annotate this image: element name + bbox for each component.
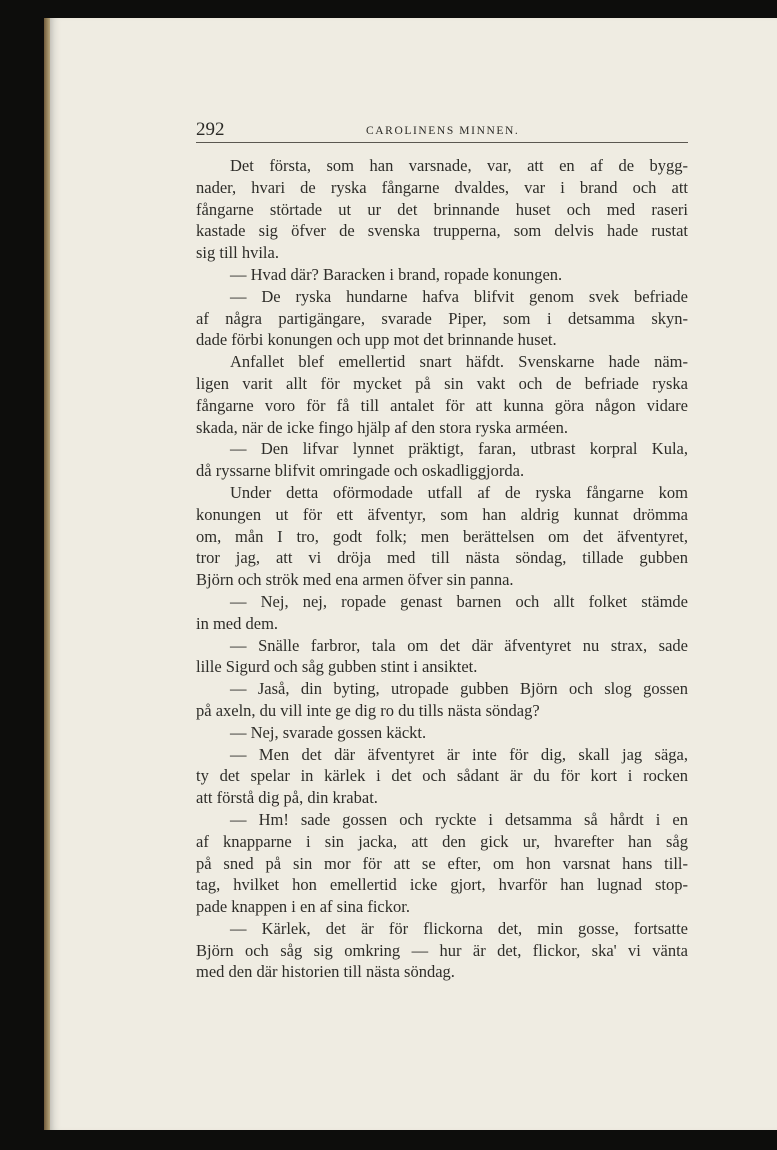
text-line: Under detta oförmodade utfall af de ryska fångarne kom [230, 482, 688, 502]
text-line: lille Sigurd och såg gubben stint i ansiktet. [196, 657, 478, 677]
text-line: af knapparne i sin jacka, att den gick ur, hvarefter han såg [196, 831, 688, 851]
text-line: pade knappen i en af sina fickor. [196, 897, 410, 917]
text-line: — Nej, nej, ropade genast barnen och allt folket stämde [230, 591, 688, 611]
text-line: på axeln, du vill inte ge dig ro du tills nästa söndag? [196, 700, 540, 720]
text-line: Det första, som han varsnade, var, att en af de bygg- [230, 156, 688, 175]
text-line: kastade sig öfver de svenska trupperna, som delvis hade rustat [196, 221, 688, 241]
text-line: då ryssarne blifvit omringade och oskadliggjorda. [196, 461, 525, 481]
text-line: tror jag, att vi dröja med till nästa söndag, tillade gubben [196, 548, 688, 568]
text-line: fångarne störtade ut ur det brinnande huset och med raseri [196, 199, 688, 219]
text-line: — Snälle farbror, tala om det där äfventyret nu strax, sade [230, 635, 688, 655]
page-number: 292 [196, 119, 225, 140]
text-line: nader, hvari de ryska fångarne dvaldes, var i brand och att [196, 177, 688, 197]
page-binding-edge [44, 18, 50, 1130]
text-line: — Hvad där? Baracken i brand, ropade konungen. [230, 264, 563, 284]
text-line: med den där historien till nästa söndag. [196, 962, 455, 982]
body-text [196, 155, 688, 983]
text-line: på sned på sin mor för att se efter, om hon varsnat hans till- [196, 853, 688, 873]
text-line: skada, när de icke fingo hjälp af den stora ryska arméen. [196, 417, 569, 437]
text-line: konungen ut för ett äfventyr, som han aldrig kunnat drömma [196, 504, 688, 524]
text-line: sig till hvila. [196, 243, 279, 263]
text-line: af några partigängare, svarade Piper, som i detsamma skyn- [196, 308, 688, 328]
text-line: ligen varit allt för mycket på sin vakt och de befriade ryska [196, 373, 688, 393]
text-line: tag, hvilket hon emellertid icke gjort, hvarför han lugnad stop- [196, 875, 688, 895]
text-line: — Hm! sade gossen och ryckte i detsamma så hårdt i en [230, 809, 688, 829]
text-line: Björn och såg sig omkring — hur är det, flickor, ska' vi vänta [196, 940, 688, 960]
text-line: — Kärlek, det är för flickorna det, min gosse, fortsatte [230, 918, 688, 938]
text-line: att förstå dig på, din krabat. [196, 788, 378, 808]
text-line: — De ryska hundarne hafva blifvit genom svek befriade [230, 286, 688, 306]
text-line: in med dem. [196, 613, 279, 633]
text-line: ty det spelar in kärlek i det och sådant är du för kort i rocken [196, 766, 688, 786]
running-head: CAROLINENS MINNEN. [366, 125, 520, 137]
page-header [196, 118, 688, 143]
text-line: fångarne voro för få till antalet för att kunna göra någon vidare [196, 395, 688, 415]
text-line: — Nej, svarade gossen käckt. [230, 722, 427, 742]
text-line: Anfallet blef emellertid snart häfdt. Svenskarne hade näm- [230, 352, 688, 372]
text-line: om, mån I tro, godt folk; men berättelsen om det äfventyret, [196, 526, 688, 546]
text-line: Björn och strök med ena armen öfver sin panna. [196, 570, 514, 590]
text-line: dade förbi konungen och upp mot det brinnande huset. [196, 330, 557, 350]
text-line: — Men det där äfventyret är inte för dig, skall jag säga, [230, 744, 688, 764]
text-line: — Jaså, din byting, utropade gubben Björn och slog gossen [230, 679, 688, 699]
text-line: — Den lifvar lynnet präktigt, faran, utbrast korpral Kula, [230, 439, 688, 459]
